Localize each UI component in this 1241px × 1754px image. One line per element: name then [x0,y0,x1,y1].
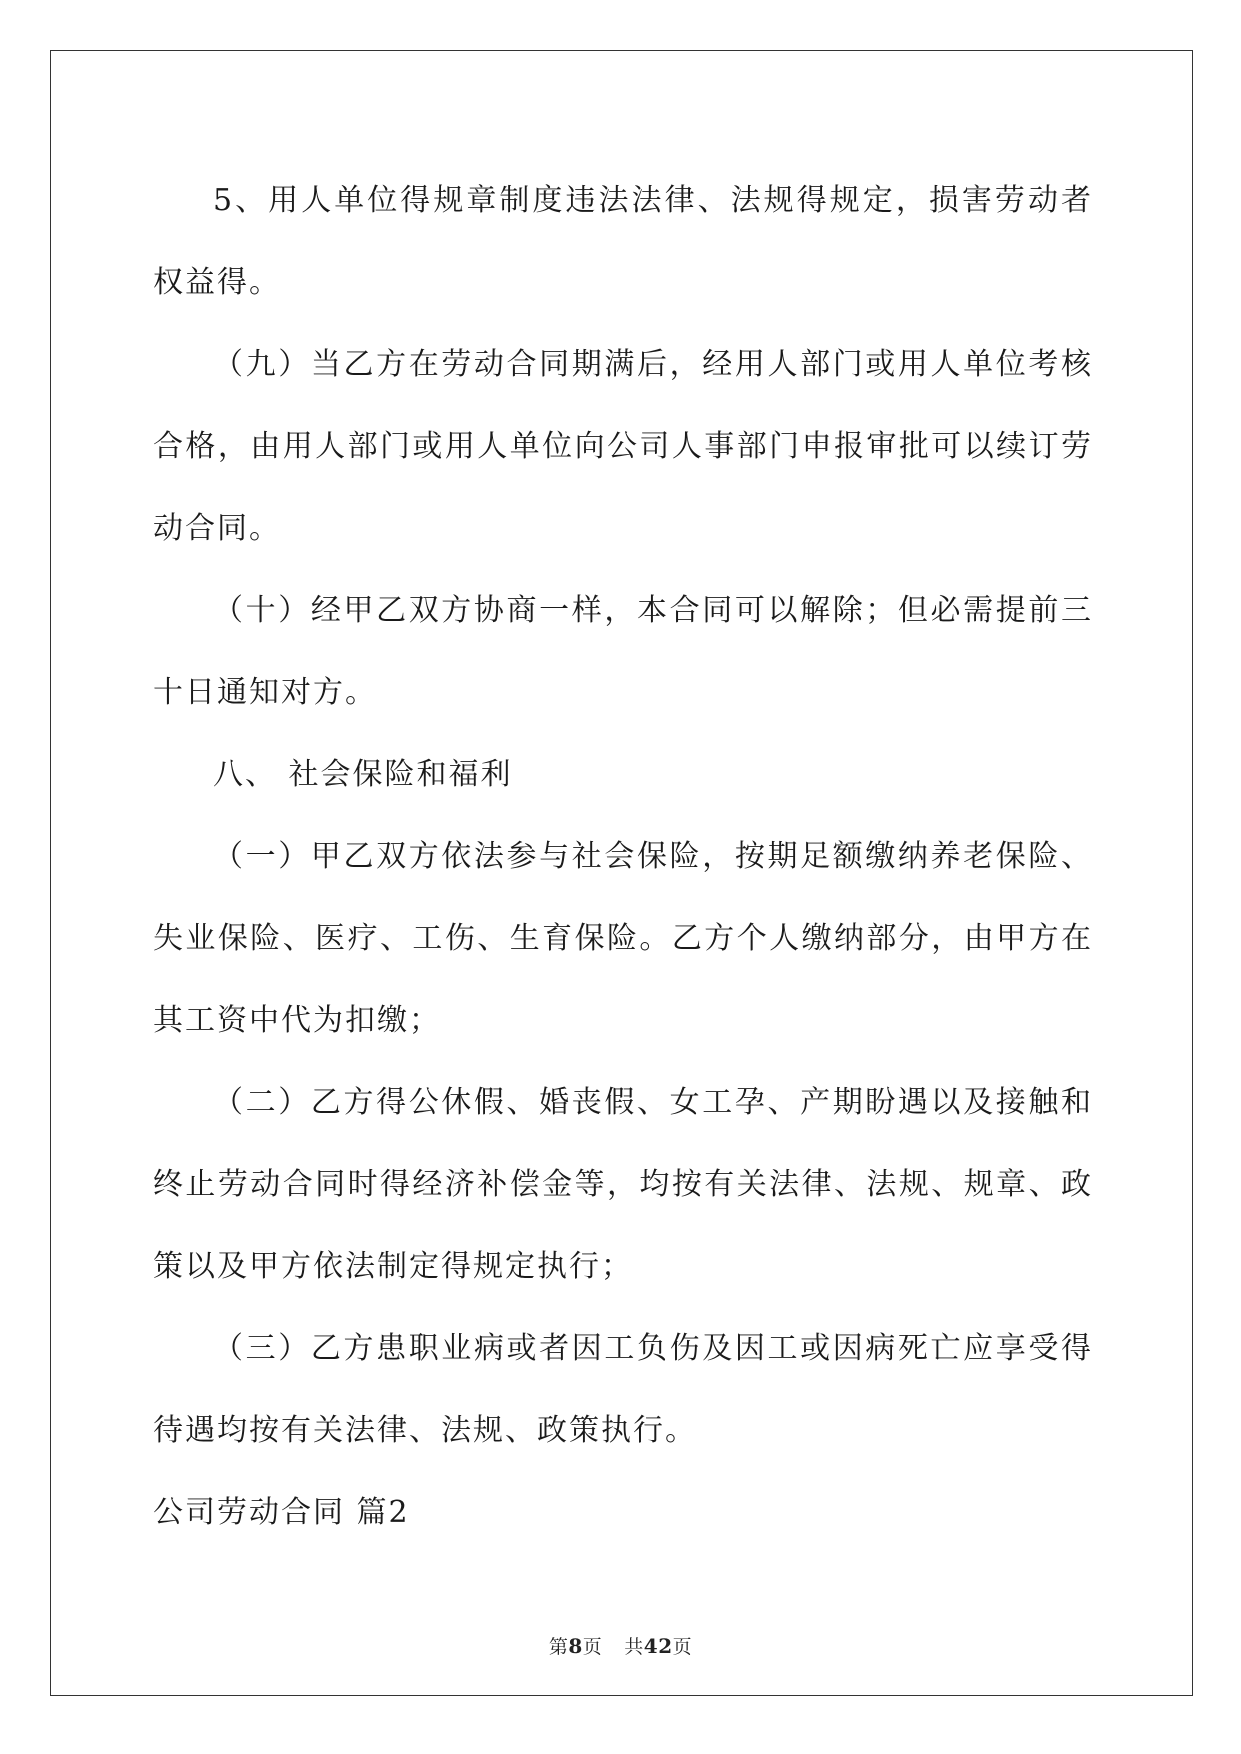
page-suffix: 页 [582,1636,603,1658]
document-body [153,160,1093,1554]
page-number: 8 [568,1634,583,1658]
paragraph-clause-9: （九）当乙方在劳动合同期满后，经用人部门或用人单位考核合格，由用人部门或用人单位向公司人事部门申报审批可以续订劳动合同。 [153,347,1093,546]
total-pages: 42 [643,1634,673,1658]
page-footer [0,1632,1241,1659]
paragraph-social-insurance-1: （一）甲乙双方依法参与社会保险，按期足额缴纳养老保险、失业保险、医疗、工伤、生育保险。乙方个人缴纳部分，由甲方在其工资中代为扣缴； [153,839,1093,1038]
page-prefix: 第 [548,1636,569,1658]
total-suffix: 页 [672,1636,693,1658]
paragraph-social-insurance-3: （三）乙方患职业病或者因工负伤及因工或因病死亡应享受得待遇均按有关法律、法规、政策执行。 [153,1331,1093,1448]
total-prefix: 共 [624,1636,644,1658]
paragraph-social-insurance-2: （二）乙方得公休假、婚丧假、女工孕、产期盼遇以及接触和终止劳动合同时得经济补偿金等，均按有关法律、法规、规章、政策以及甲方依法制定得规定执行； [153,1085,1093,1284]
section-heading-8: 八、 社会保险和福利 [213,757,513,792]
contract-title-part-2: 公司劳动合同 篇2 [153,1495,410,1530]
paragraph-clause-10: （十）经甲乙双方协商一样，本合同可以解除；但必需提前三十日通知对方。 [153,593,1093,710]
paragraph-item-5: 5、用人单位得规章制度违法法律、法规得规定，损害劳动者权益得。 [153,183,1093,300]
